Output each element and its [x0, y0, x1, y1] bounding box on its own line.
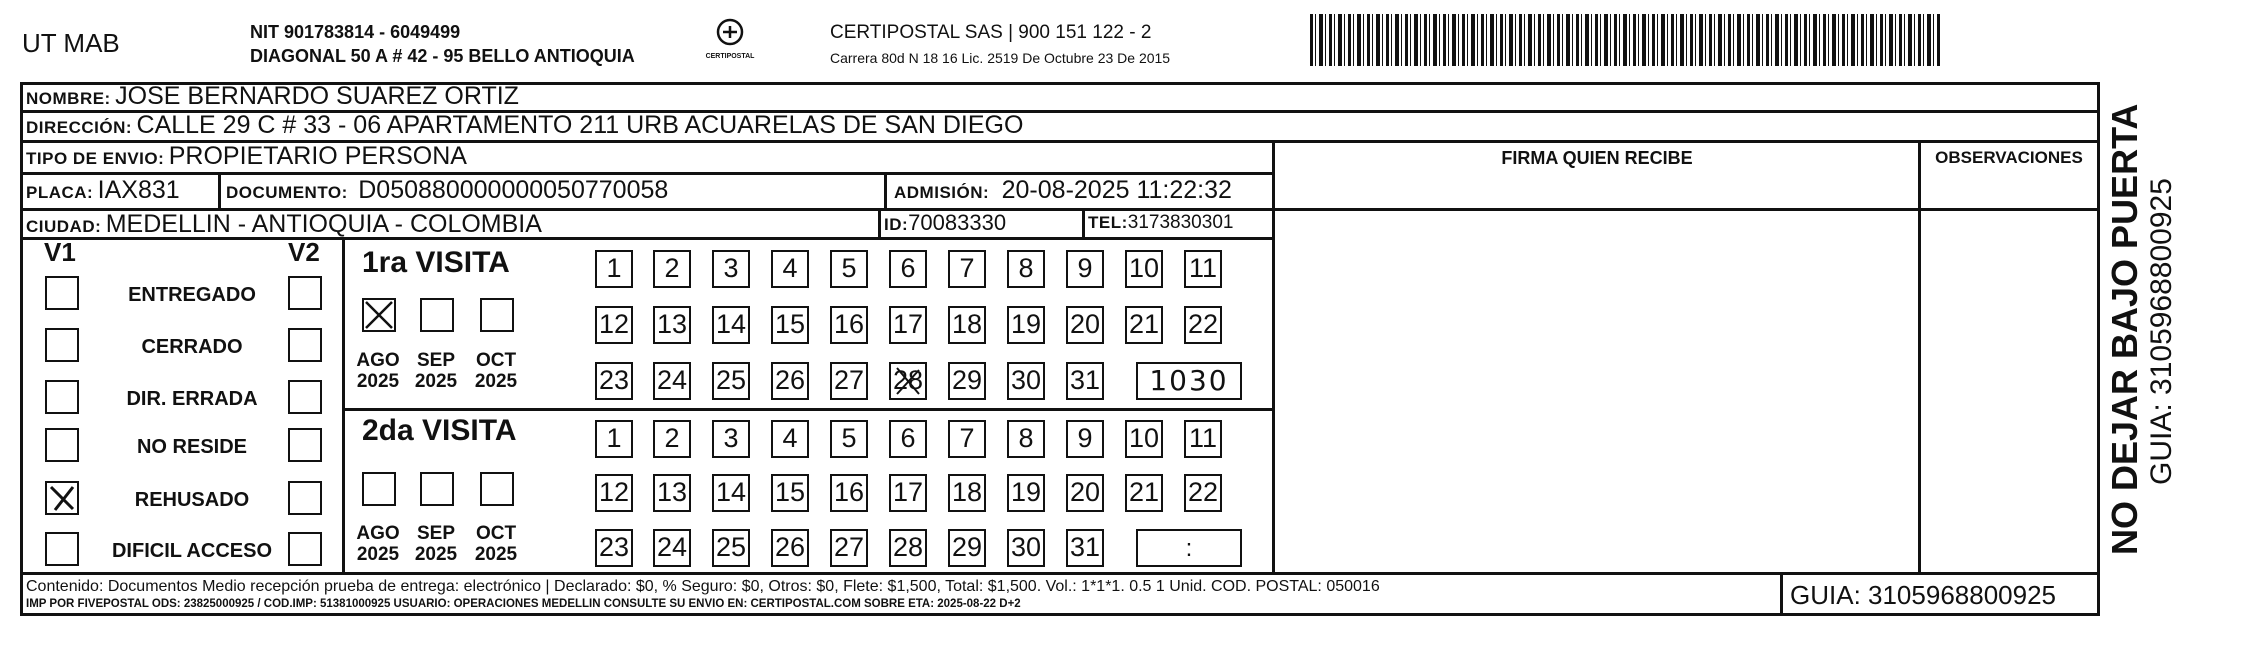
carrier-address: Carrera 80d N 18 16 Lic. 2519 De Octubre 23 De 2015 [830, 50, 1171, 66]
day-number: 11 [1188, 423, 1218, 453]
month-label [348, 523, 408, 565]
month-label [466, 350, 526, 392]
day-box[interactable] [1125, 420, 1163, 458]
v2-header: V2 [288, 237, 320, 267]
day-box[interactable] [595, 362, 633, 400]
day-box[interactable] [771, 362, 809, 400]
day-number: 8 [1018, 253, 1034, 283]
day-number: 3 [723, 253, 739, 283]
day-number: 15 [774, 477, 806, 507]
day-number: 10 [1128, 423, 1160, 453]
day-box[interactable] [830, 529, 868, 567]
month-name: OCT [475, 523, 517, 544]
day-number: 21 [1128, 309, 1160, 339]
v1-checkbox[interactable] [45, 276, 79, 310]
day-number: 25 [715, 365, 747, 395]
ciudad-value: MEDELLIN - ANTIOQUIA - COLOMBIA [105, 210, 542, 238]
direccion-label: DIRECCIÓN: [26, 118, 133, 137]
day-box[interactable] [712, 362, 750, 400]
day-box[interactable] [653, 250, 691, 288]
side-guia-text: GUIA: 3105968800925 [2145, 178, 2178, 485]
tipo-row [26, 142, 467, 171]
day-box[interactable] [712, 474, 750, 512]
day-number: 20 [1069, 309, 1101, 339]
day-box[interactable] [948, 474, 986, 512]
day-box[interactable] [1066, 306, 1104, 344]
placa-value: IAX831 [97, 176, 180, 204]
day-number: 4 [782, 253, 798, 283]
id-label: ID: [884, 215, 909, 234]
day-box[interactable] [830, 474, 868, 512]
day-number: 5 [841, 423, 857, 453]
day-number: 29 [951, 365, 983, 395]
day-box[interactable] [1066, 420, 1104, 458]
admision-cell [894, 176, 1232, 205]
company-nit: NIT 901783814 - 6049499 [250, 22, 461, 42]
company-name: UT MAB [22, 28, 120, 58]
day-number: 14 [715, 477, 747, 507]
day-number: 10 [1128, 253, 1160, 283]
time-value: 1030 [1149, 364, 1229, 397]
day-number: 5 [841, 253, 857, 283]
day-number: 4 [782, 423, 798, 453]
day-number: 28 [892, 365, 924, 395]
nombre-label: NOMBRE: [26, 89, 111, 108]
day-number: 27 [833, 365, 865, 395]
ciudad-cell [26, 210, 542, 239]
day-box[interactable] [1007, 362, 1045, 400]
documento-value: D050880000000050770058 [358, 176, 669, 204]
day-box[interactable] [595, 529, 633, 567]
footer-guia: GUIA: 3105968800925 [1790, 580, 2056, 610]
day-number: 23 [598, 532, 630, 562]
day-cross-mark [891, 364, 925, 398]
day-number: 2 [664, 423, 680, 453]
placa-label: PLACA: [26, 183, 94, 202]
tel-label: TEL: [1088, 213, 1128, 232]
month-name: SEP [416, 350, 456, 371]
firma-header: FIRMA QUIEN RECIBE [1501, 148, 1693, 168]
day-number: 31 [1069, 532, 1101, 562]
day-box[interactable] [771, 306, 809, 344]
day-number: 3 [723, 423, 739, 453]
day-number: 23 [598, 365, 630, 395]
day-box[interactable] [1184, 306, 1222, 344]
day-number: 13 [656, 309, 688, 339]
day-number: 19 [1010, 477, 1042, 507]
company-address: DIAGONAL 50 A # 42 - 95 BELLO ANTIOQUIA [250, 46, 635, 66]
day-number: 30 [1010, 532, 1042, 562]
barcode [1310, 14, 1940, 66]
day-box[interactable] [712, 529, 750, 567]
day-number: 24 [656, 365, 688, 395]
day-box[interactable] [948, 250, 986, 288]
day-box[interactable] [653, 306, 691, 344]
day-box[interactable] [653, 420, 691, 458]
no-dejar-text: NO DEJAR BAJO PUERTA [2104, 103, 2145, 555]
day-box[interactable] [771, 250, 809, 288]
day-box[interactable] [948, 362, 986, 400]
month-checkbox[interactable] [480, 472, 514, 506]
day-box[interactable] [1125, 250, 1163, 288]
day-number: 30 [1010, 365, 1042, 395]
day-box[interactable] [1125, 474, 1163, 512]
day-box[interactable] [1007, 250, 1045, 288]
month-label [406, 350, 466, 392]
day-box[interactable] [595, 420, 633, 458]
day-number: 6 [900, 423, 916, 453]
month-checkbox[interactable] [480, 298, 514, 332]
day-number: 11 [1188, 253, 1218, 283]
v1-header: V1 [44, 237, 76, 267]
day-box[interactable] [1007, 474, 1045, 512]
day-box[interactable] [1066, 250, 1104, 288]
day-box[interactable] [1184, 250, 1222, 288]
documento-label: DOCUMENTO: [226, 183, 348, 202]
day-box[interactable] [712, 250, 750, 288]
day-box[interactable] [595, 306, 633, 344]
status-label: NO RESIDE [136, 436, 248, 458]
day-box[interactable] [712, 306, 750, 344]
status-label: DIFICIL ACCESO [111, 540, 272, 562]
day-box[interactable] [1066, 474, 1104, 512]
tipo-value: PROPIETARIO PERSONA [168, 142, 467, 170]
day-number: 16 [833, 477, 865, 507]
documento-cell [226, 176, 668, 205]
v1-checkbox[interactable] [45, 481, 79, 515]
admision-label: ADMISIÓN: [894, 183, 990, 202]
side-note [2105, 105, 2179, 555]
day-box[interactable] [889, 362, 927, 400]
day-box[interactable] [653, 474, 691, 512]
day-number: 19 [1010, 309, 1042, 339]
month-name: OCT [475, 350, 517, 371]
day-number: 8 [1018, 423, 1034, 453]
day-box[interactable] [595, 474, 633, 512]
day-number: 17 [892, 309, 924, 339]
day-number: 12 [598, 309, 630, 339]
day-box[interactable] [595, 250, 633, 288]
day-box[interactable] [653, 362, 691, 400]
v1-checkbox[interactable] [45, 428, 79, 462]
observaciones-header: OBSERVACIONES [1935, 148, 2083, 167]
month-checkbox[interactable] [362, 298, 396, 332]
v2-checkbox[interactable] [288, 328, 322, 362]
status-label: DIR. ERRADA [126, 388, 258, 410]
day-number: 26 [774, 365, 806, 395]
status-label: ENTREGADO [128, 284, 256, 306]
day-number: 9 [1077, 253, 1093, 283]
day-number: 1 [606, 423, 622, 453]
month-label [348, 350, 408, 392]
status-label: CERRADO [141, 336, 243, 358]
month-year: 2025 [414, 371, 458, 392]
month-checkbox[interactable] [362, 472, 396, 506]
day-number: 25 [715, 532, 747, 562]
day-number: 6 [900, 253, 916, 283]
day-number: 18 [951, 309, 983, 339]
month-year: 2025 [414, 544, 458, 565]
nombre-row [26, 82, 519, 111]
ciudad-label: CIUDAD: [26, 217, 102, 236]
v2-checkbox[interactable] [288, 481, 322, 515]
status-label: REHUSADO [134, 489, 250, 511]
day-box[interactable] [1007, 420, 1045, 458]
direccion-value: CALLE 29 C # 33 - 06 APARTAMENTO 211 URB ACUARELAS DE SAN DIEGO [136, 111, 1024, 139]
month-checkbox[interactable] [420, 472, 454, 506]
day-number: 26 [774, 532, 806, 562]
v2-checkbox[interactable] [288, 428, 322, 462]
day-box[interactable] [1125, 306, 1163, 344]
month-year: 2025 [356, 371, 400, 392]
carrier-name: CERTIPOSTAL SAS | 900 151 122 - 2 [830, 22, 1152, 43]
v2-checkbox[interactable] [288, 380, 322, 414]
day-box[interactable] [771, 420, 809, 458]
day-number: 29 [951, 532, 983, 562]
id-cell [884, 210, 1006, 236]
v1-checkbox[interactable] [45, 532, 79, 566]
tel-value: 3173830301 [1127, 212, 1234, 233]
day-box[interactable] [1007, 529, 1045, 567]
month-year: 2025 [356, 544, 400, 565]
day-number: 7 [959, 253, 975, 283]
day-number: 27 [833, 532, 865, 562]
day-box[interactable] [889, 250, 927, 288]
day-box[interactable] [712, 420, 750, 458]
day-number: 20 [1069, 477, 1101, 507]
day-number: 24 [656, 532, 688, 562]
day-box[interactable] [889, 529, 927, 567]
day-box[interactable] [948, 306, 986, 344]
day-number: 9 [1077, 423, 1093, 453]
day-number: 22 [1187, 309, 1219, 339]
id-value: 70083330 [908, 210, 1007, 235]
month-name: SEP [416, 523, 456, 544]
day-number: 12 [598, 477, 630, 507]
second-visit-title: 2da VISITA [362, 414, 517, 447]
day-box[interactable] [653, 529, 691, 567]
time-box[interactable] [1136, 529, 1242, 567]
certipostal-logo [700, 18, 760, 68]
day-box[interactable] [1066, 529, 1104, 567]
footer-imp: IMP POR FIVEPOSTAL ODS: 23825000925 / COD.IMP: 51381000925 USUARIO: OPERACIONES MEDELLIN CONSULTE SU ENVIO EN: CERTIPOSTAL.COM SOBRE ETA: 2025-08-22 D+2 [26, 598, 1021, 610]
day-number: 7 [959, 423, 975, 453]
tipo-label: TIPO DE ENVIO: [26, 149, 165, 168]
day-box[interactable] [771, 474, 809, 512]
v1-checkbox[interactable] [45, 380, 79, 414]
month-name: AGO [356, 523, 400, 544]
day-number: 13 [656, 477, 688, 507]
day-number: 17 [892, 477, 924, 507]
first-visit-title: 1ra VISITA [362, 246, 510, 279]
month-year: 2025 [474, 371, 518, 392]
day-number: 2 [664, 253, 680, 283]
day-box[interactable] [948, 420, 986, 458]
day-box[interactable] [830, 306, 868, 344]
time-value: : [1185, 535, 1193, 562]
day-number: 31 [1069, 365, 1101, 395]
day-box[interactable] [830, 420, 868, 458]
day-number: 28 [892, 532, 924, 562]
tel-cell [1088, 212, 1233, 234]
day-box[interactable] [1066, 362, 1104, 400]
time-box[interactable] [1136, 362, 1242, 400]
day-number: 1 [606, 253, 622, 283]
logo-text: CERTIPOSTAL [705, 53, 755, 60]
day-number: 18 [951, 477, 983, 507]
day-number: 15 [774, 309, 806, 339]
day-box[interactable] [771, 529, 809, 567]
day-box[interactable] [948, 529, 986, 567]
day-number: 16 [833, 309, 865, 339]
day-box[interactable] [830, 250, 868, 288]
v2-checkbox[interactable] [288, 276, 322, 310]
direccion-row [26, 111, 1023, 140]
month-year: 2025 [474, 544, 518, 565]
day-box[interactable] [830, 362, 868, 400]
month-label [466, 523, 526, 565]
footer-contenido: Contenido: Documentos Medio recepción prueba de entrega: electrónico | Declarado: $0, % Seguro: $0, Otros: $0, Flete: $1,500, Total: $1,500. Vol.: 1*1*1. 0.5 1 Unid. COD. POSTAL: 050016 [26, 578, 1380, 595]
v2-checkbox[interactable] [288, 532, 322, 566]
day-box[interactable] [1184, 420, 1222, 458]
month-label [406, 523, 466, 565]
day-number: 14 [715, 309, 747, 339]
day-number: 22 [1187, 477, 1219, 507]
nombre-value: JOSE BERNARDO SUAREZ ORTIZ [115, 82, 519, 110]
admision-value: 20-08-2025 11:22:32 [1001, 176, 1232, 204]
placa-cell [26, 176, 180, 205]
v1-checkbox[interactable] [45, 328, 79, 362]
day-number: 21 [1128, 477, 1160, 507]
day-box[interactable] [1007, 306, 1045, 344]
day-box[interactable] [1184, 474, 1222, 512]
month-checkbox[interactable] [420, 298, 454, 332]
month-name: AGO [356, 350, 400, 371]
day-box[interactable] [889, 306, 927, 344]
day-box[interactable] [889, 420, 927, 458]
day-box[interactable] [889, 474, 927, 512]
